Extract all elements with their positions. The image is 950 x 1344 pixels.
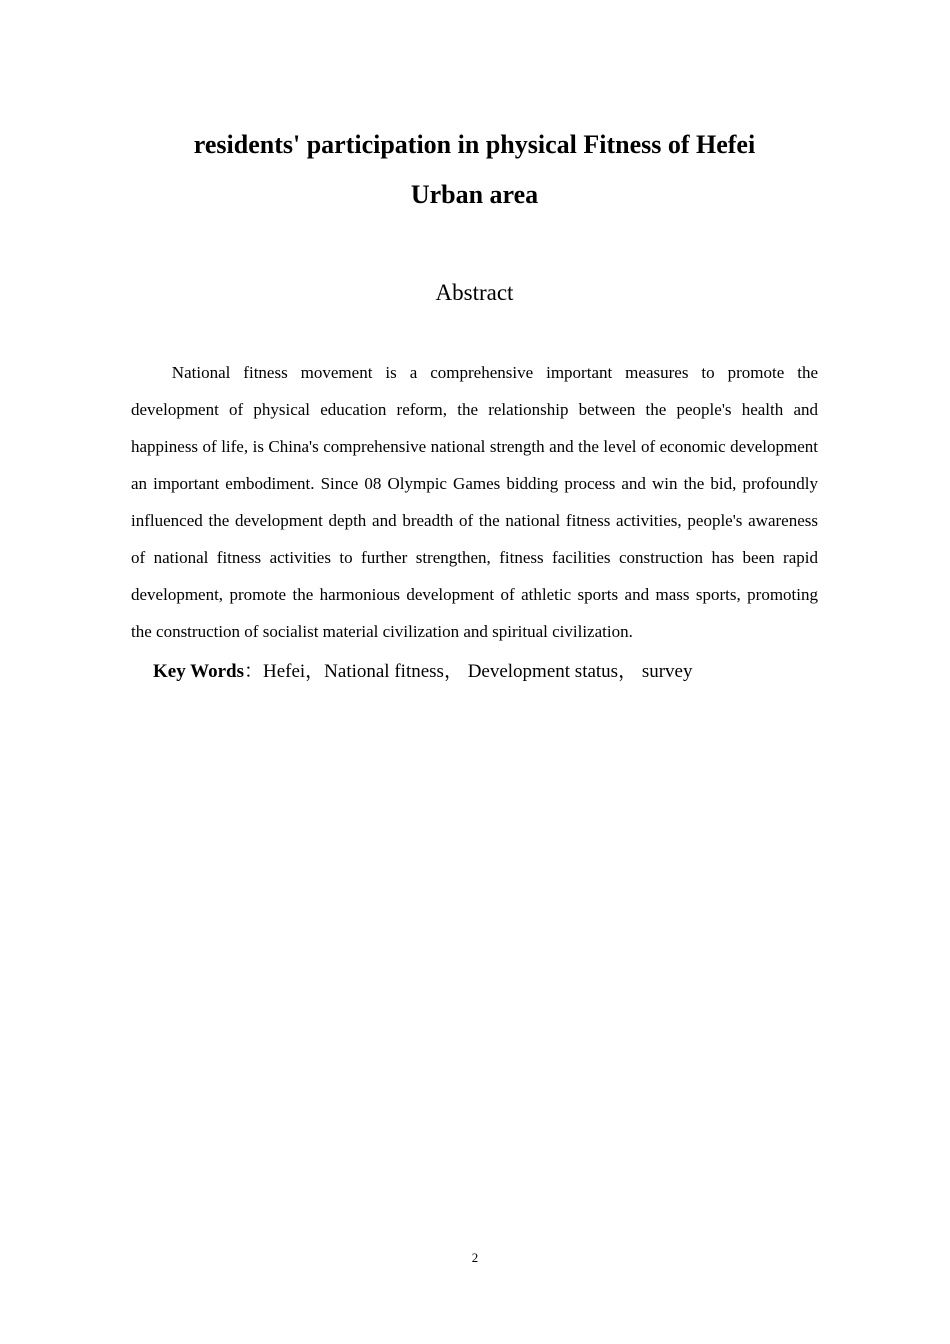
keywords-value: ：Hefei，National fitness， Development status， survey <box>243 661 693 682</box>
paper-title-line1: residents' participation in physical Fitness of Hefei <box>193 130 756 159</box>
keywords-label: Key Words <box>153 661 244 682</box>
page-number: 2 <box>471 1250 479 1265</box>
paper-title-line2: Urban area <box>410 180 539 209</box>
abstract-heading: Abstract <box>435 280 514 305</box>
paper-title <box>131 0 818 220</box>
keywords-line <box>131 653 818 690</box>
abstract-paragraph: National fitness movement is a comprehensive important measures to promote the development of physical education reform, the relationship between the people's health and happiness of life, is China's comprehensive national strength and the level of economic development an important embodiment. Since 08 Olympic Games bidding process and win the bid, profoundly influenced the development depth and breadth of the national fitness activities, people's awareness of national fitness activities to further strengthen, fitness facilities construction has been rapid development, promote the harmonious development of athletic sports and mass sports, promoting the construction of socialist material civilization and spiritual civilization. <box>131 363 818 641</box>
